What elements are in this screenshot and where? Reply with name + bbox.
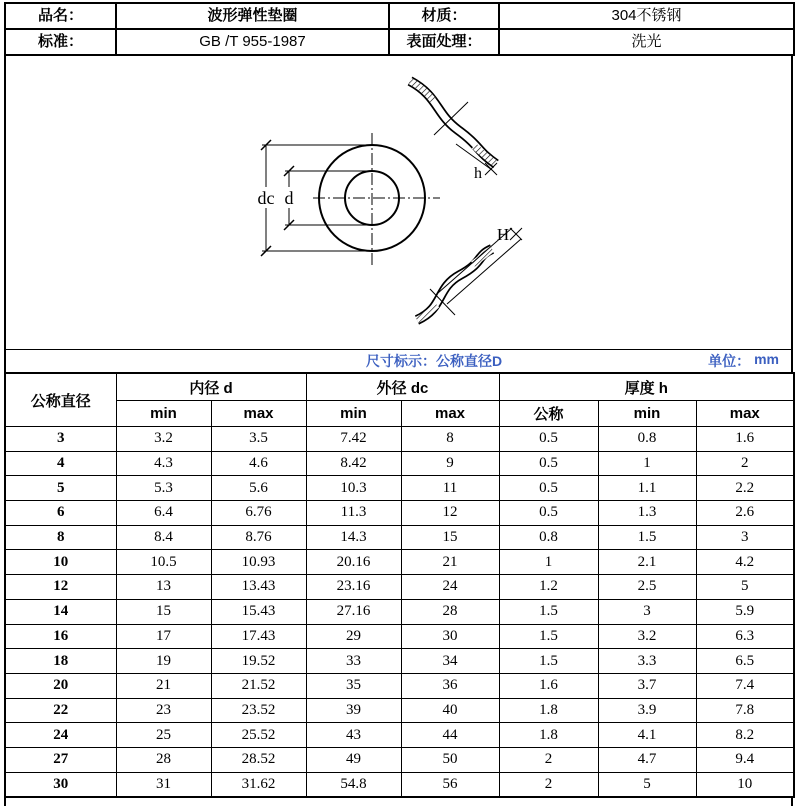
subheader-min: min bbox=[306, 401, 401, 427]
value-cell: 1.5 bbox=[499, 599, 598, 624]
value-cell: 8 bbox=[401, 427, 499, 452]
value-cell: 4.6 bbox=[211, 451, 306, 476]
value-cell: 13.43 bbox=[211, 575, 306, 600]
table-row bbox=[5, 649, 794, 674]
table-row bbox=[5, 673, 794, 698]
nominal-diameter-cell: 6 bbox=[5, 501, 116, 526]
wave-section-lower bbox=[417, 225, 522, 320]
value-cell: 1.1 bbox=[598, 476, 696, 501]
value-cell: 15 bbox=[116, 599, 211, 624]
nominal-diameter-cell: 16 bbox=[5, 624, 116, 649]
nominal-diameter-cell: 22 bbox=[5, 698, 116, 723]
value-cell: 4.7 bbox=[598, 747, 696, 772]
surface-treatment-value: 洗光 bbox=[499, 29, 794, 55]
value-cell: 12 bbox=[401, 501, 499, 526]
nominal-diameter-cell: 12 bbox=[5, 575, 116, 600]
unit-label: 单位： bbox=[708, 353, 751, 369]
value-cell: 10.93 bbox=[211, 550, 306, 575]
value-cell: 1.3 bbox=[598, 501, 696, 526]
subheader-max: max bbox=[401, 401, 499, 427]
value-cell: 14.3 bbox=[306, 525, 401, 550]
value-cell: 7.4 bbox=[696, 673, 794, 698]
value-cell: 5 bbox=[696, 575, 794, 600]
subheader-min: min bbox=[598, 401, 696, 427]
note-bar bbox=[4, 349, 793, 372]
dim-label-dc: dc bbox=[257, 188, 275, 208]
value-cell: 7.42 bbox=[306, 427, 401, 452]
standard-label: 标准： bbox=[5, 29, 116, 55]
value-cell: 5.3 bbox=[116, 476, 211, 501]
value-cell: 25 bbox=[116, 723, 211, 748]
value-cell: 0.8 bbox=[499, 525, 598, 550]
value-cell: 4.2 bbox=[696, 550, 794, 575]
table-row bbox=[5, 772, 794, 797]
value-cell: 40 bbox=[401, 698, 499, 723]
value-cell: 13 bbox=[116, 575, 211, 600]
value-cell: 19 bbox=[116, 649, 211, 674]
value-cell: 3 bbox=[696, 525, 794, 550]
value-cell: 3.2 bbox=[116, 427, 211, 452]
unit-value: mm bbox=[754, 351, 779, 367]
nominal-diameter-cell: 14 bbox=[5, 599, 116, 624]
value-cell: 9 bbox=[401, 451, 499, 476]
washer-front-view bbox=[313, 133, 440, 268]
technical-drawing-panel bbox=[4, 56, 793, 349]
value-cell: 34 bbox=[401, 649, 499, 674]
value-cell: 20.16 bbox=[306, 550, 401, 575]
value-cell: 2.6 bbox=[696, 501, 794, 526]
nominal-diameter-cell: 18 bbox=[5, 649, 116, 674]
value-cell: 9.4 bbox=[696, 747, 794, 772]
material-value: 304不锈钢 bbox=[499, 3, 794, 29]
dim-label-H: H bbox=[496, 225, 510, 244]
value-cell: 1.5 bbox=[499, 624, 598, 649]
value-cell: 0.5 bbox=[499, 427, 598, 452]
wave-section-upper bbox=[410, 81, 497, 182]
value-cell: 10.5 bbox=[116, 550, 211, 575]
value-cell: 5.9 bbox=[696, 599, 794, 624]
value-cell: 49 bbox=[306, 747, 401, 772]
nominal-diameter-cell: 3 bbox=[5, 427, 116, 452]
value-cell: 3.2 bbox=[598, 624, 696, 649]
value-cell: 3.7 bbox=[598, 673, 696, 698]
value-cell: 4.3 bbox=[116, 451, 211, 476]
value-cell: 8.42 bbox=[306, 451, 401, 476]
value-cell: 3.5 bbox=[211, 427, 306, 452]
nominal-diameter-cell: 10 bbox=[5, 550, 116, 575]
surface-treatment-label: 表面处理： bbox=[389, 29, 499, 55]
spec-table bbox=[4, 372, 795, 798]
value-cell: 8.76 bbox=[211, 525, 306, 550]
table-row bbox=[5, 698, 794, 723]
value-cell: 1.5 bbox=[598, 525, 696, 550]
value-cell: 27.16 bbox=[306, 599, 401, 624]
table-row bbox=[5, 624, 794, 649]
value-cell: 19.52 bbox=[211, 649, 306, 674]
subheader-min: min bbox=[116, 401, 211, 427]
value-cell: 24 bbox=[401, 575, 499, 600]
corner-header-nominal-diameter: 公称直径 bbox=[5, 373, 116, 427]
value-cell: 43 bbox=[306, 723, 401, 748]
info-row-product bbox=[5, 3, 794, 29]
value-cell: 15.43 bbox=[211, 599, 306, 624]
subheader-nominal: 公称 bbox=[499, 401, 598, 427]
value-cell: 23 bbox=[116, 698, 211, 723]
value-cell: 6.4 bbox=[116, 501, 211, 526]
table-row bbox=[5, 599, 794, 624]
value-cell: 17 bbox=[116, 624, 211, 649]
value-cell: 7.8 bbox=[696, 698, 794, 723]
value-cell: 6.76 bbox=[211, 501, 306, 526]
group-header-inner-diameter: 内径 d bbox=[116, 373, 306, 401]
value-cell: 2.2 bbox=[696, 476, 794, 501]
value-cell: 1.6 bbox=[696, 427, 794, 452]
value-cell: 44 bbox=[401, 723, 499, 748]
value-cell: 0.5 bbox=[499, 501, 598, 526]
nominal-diameter-cell: 8 bbox=[5, 525, 116, 550]
value-cell: 17.43 bbox=[211, 624, 306, 649]
value-cell: 1.8 bbox=[499, 698, 598, 723]
value-cell: 2.1 bbox=[598, 550, 696, 575]
value-cell: 25.52 bbox=[211, 723, 306, 748]
value-cell: 56 bbox=[401, 772, 499, 797]
group-header-thickness: 厚度 h bbox=[499, 373, 794, 401]
value-cell: 8.2 bbox=[696, 723, 794, 748]
value-cell: 54.8 bbox=[306, 772, 401, 797]
value-cell: 5.6 bbox=[211, 476, 306, 501]
group-header-outer-diameter: 外径 dc bbox=[306, 373, 499, 401]
value-cell: 0.5 bbox=[499, 476, 598, 501]
value-cell: 2 bbox=[499, 747, 598, 772]
washer-technical-drawing bbox=[6, 56, 791, 349]
table-row bbox=[5, 501, 794, 526]
value-cell: 0.8 bbox=[598, 427, 696, 452]
value-cell: 28.52 bbox=[211, 747, 306, 772]
value-cell: 50 bbox=[401, 747, 499, 772]
value-cell: 30 bbox=[401, 624, 499, 649]
value-cell: 2 bbox=[696, 451, 794, 476]
value-cell: 28 bbox=[116, 747, 211, 772]
table-row bbox=[5, 451, 794, 476]
table-row bbox=[5, 476, 794, 501]
nominal-diameter-cell: 20 bbox=[5, 673, 116, 698]
value-cell: 11.3 bbox=[306, 501, 401, 526]
nominal-diameter-cell: 24 bbox=[5, 723, 116, 748]
value-cell: 8.4 bbox=[116, 525, 211, 550]
nominal-diameter-cell: 4 bbox=[5, 451, 116, 476]
value-cell: 28 bbox=[401, 599, 499, 624]
value-cell: 39 bbox=[306, 698, 401, 723]
nominal-diameter-cell: 27 bbox=[5, 747, 116, 772]
spec-sheet-page bbox=[0, 2, 799, 801]
value-cell: 1 bbox=[499, 550, 598, 575]
value-cell: 21 bbox=[116, 673, 211, 698]
table-row bbox=[5, 525, 794, 550]
value-cell: 3.3 bbox=[598, 649, 696, 674]
dim-label-h: h bbox=[474, 165, 482, 182]
subheader-max: max bbox=[696, 401, 794, 427]
value-cell: 5 bbox=[598, 772, 696, 797]
product-name-value: 波形弹性垫圈 bbox=[116, 3, 389, 29]
table-row bbox=[5, 427, 794, 452]
dimension-note: 尺寸标示：公称直径D bbox=[366, 353, 503, 369]
nominal-diameter-cell: 30 bbox=[5, 772, 116, 797]
value-cell: 6.5 bbox=[696, 649, 794, 674]
value-cell: 36 bbox=[401, 673, 499, 698]
table-row bbox=[5, 550, 794, 575]
value-cell: 1 bbox=[598, 451, 696, 476]
dim-label-d: d bbox=[284, 188, 294, 208]
product-info-table bbox=[4, 2, 795, 56]
value-cell: 21 bbox=[401, 550, 499, 575]
material-label: 材质： bbox=[389, 3, 499, 29]
group-header-row bbox=[5, 373, 794, 401]
table-row bbox=[5, 575, 794, 600]
value-cell: 1.2 bbox=[499, 575, 598, 600]
value-cell: 1.8 bbox=[499, 723, 598, 748]
value-cell: 15 bbox=[401, 525, 499, 550]
value-cell: 1.5 bbox=[499, 649, 598, 674]
table-row bbox=[5, 747, 794, 772]
value-cell: 2 bbox=[499, 772, 598, 797]
info-row-standard bbox=[5, 29, 794, 55]
nominal-diameter-cell: 5 bbox=[5, 476, 116, 501]
value-cell: 10.3 bbox=[306, 476, 401, 501]
value-cell: 29 bbox=[306, 624, 401, 649]
value-cell: 33 bbox=[306, 649, 401, 674]
subheader-max: max bbox=[211, 401, 306, 427]
value-cell: 4.1 bbox=[598, 723, 696, 748]
value-cell: 6.3 bbox=[696, 624, 794, 649]
value-cell: 35 bbox=[306, 673, 401, 698]
value-cell: 3 bbox=[598, 599, 696, 624]
value-cell: 3.9 bbox=[598, 698, 696, 723]
value-cell: 11 bbox=[401, 476, 499, 501]
table-bottom-sliver bbox=[4, 798, 793, 806]
table-row bbox=[5, 723, 794, 748]
product-name-label: 品名： bbox=[5, 3, 116, 29]
value-cell: 23.52 bbox=[211, 698, 306, 723]
value-cell: 31.62 bbox=[211, 772, 306, 797]
value-cell: 23.16 bbox=[306, 575, 401, 600]
value-cell: 31 bbox=[116, 772, 211, 797]
value-cell: 21.52 bbox=[211, 673, 306, 698]
value-cell: 0.5 bbox=[499, 451, 598, 476]
sub-header-row bbox=[5, 401, 794, 427]
value-cell: 1.6 bbox=[499, 673, 598, 698]
spec-table-body bbox=[5, 427, 794, 798]
value-cell: 2.5 bbox=[598, 575, 696, 600]
standard-value: GB /T 955-1987 bbox=[116, 29, 389, 55]
value-cell: 10 bbox=[696, 772, 794, 797]
